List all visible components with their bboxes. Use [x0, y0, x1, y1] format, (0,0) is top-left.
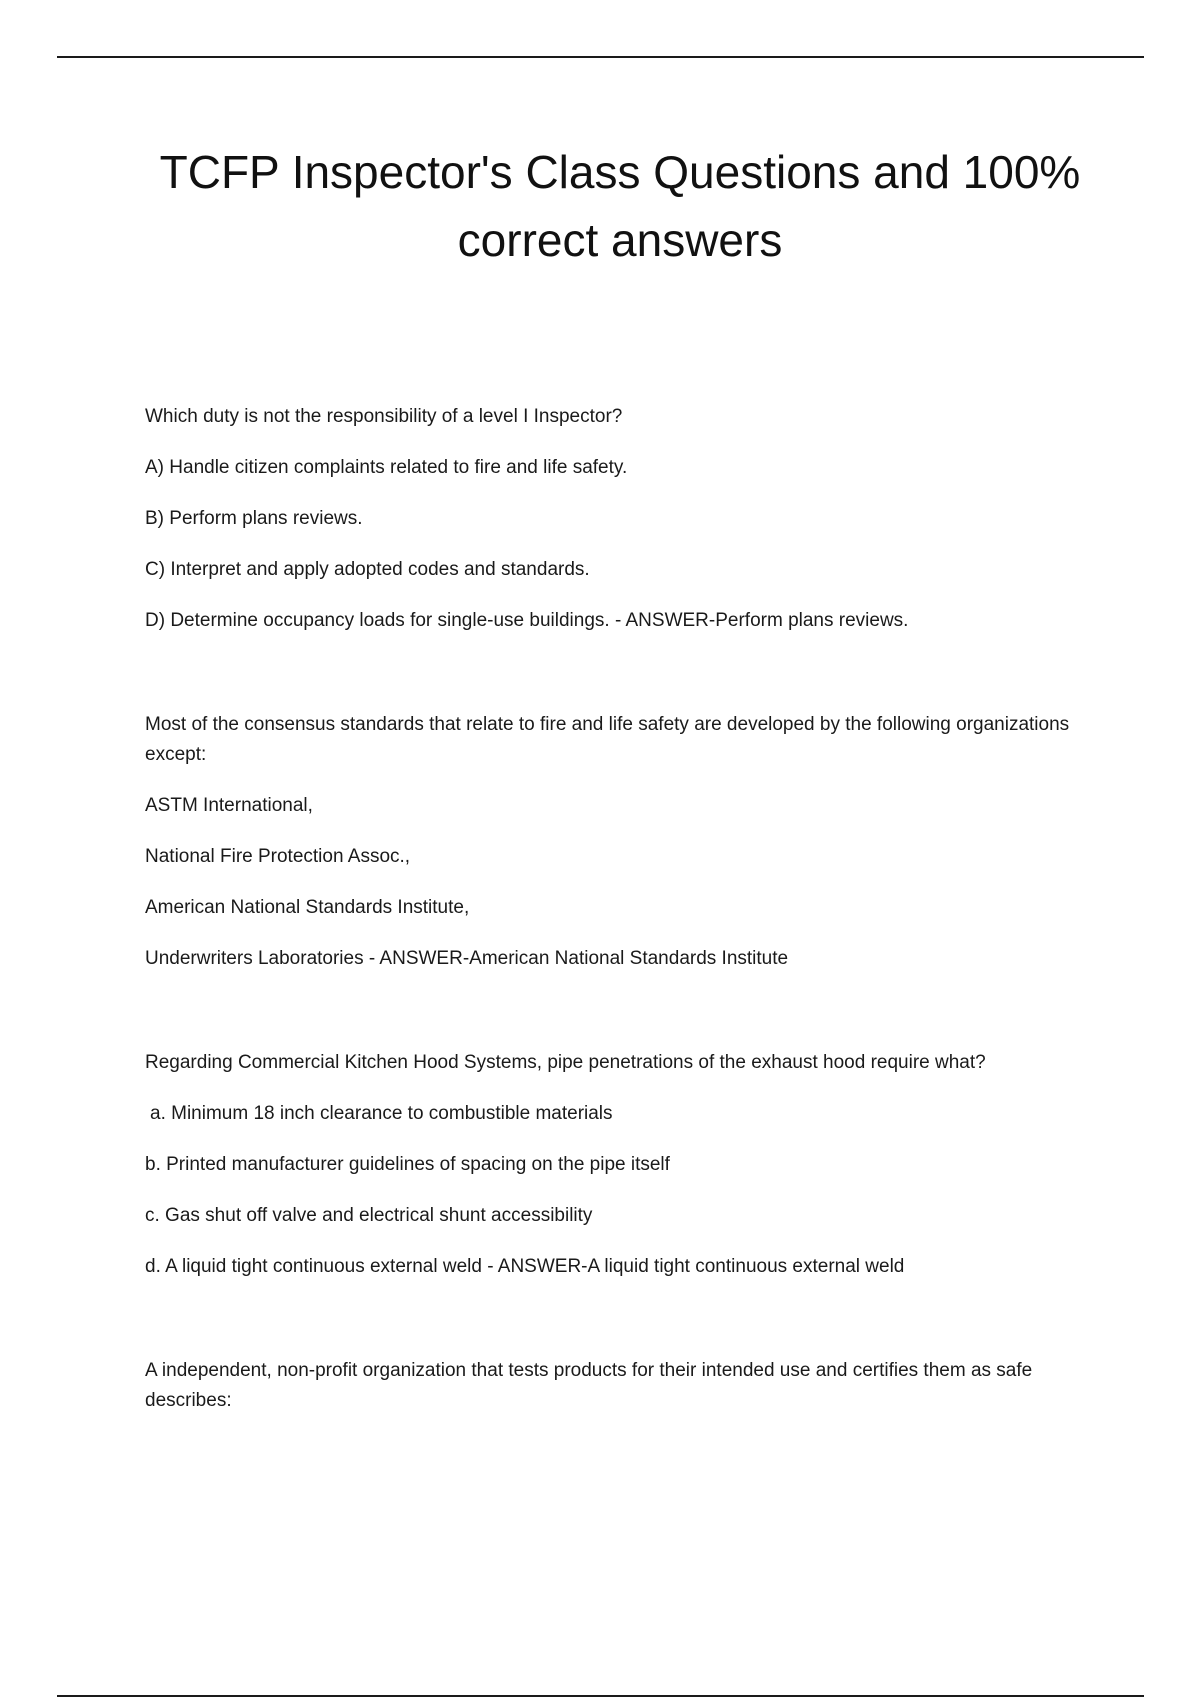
answer-option-2: National Fire Protection Assoc., — [145, 846, 411, 867]
answer-option-4: Underwriters Laboratories - ANSWER-American National Standards Institute — [145, 948, 789, 969]
question-block-2 — [145, 710, 1080, 974]
answer-option-3: American National Standards Institute, — [145, 897, 470, 918]
answer-option-a: A) Handle citizen complaints related to fire and life safety. — [145, 457, 628, 478]
answer-option-1: ASTM International, — [145, 795, 313, 816]
answer-option-a: a. Minimum 18 inch clearance to combustible materials — [150, 1103, 613, 1124]
answer-option-c: c. Gas shut off valve and electrical shunt accessibility — [145, 1205, 593, 1226]
answer-option-d: d. A liquid tight continuous external weld - ANSWER-A liquid tight continuous external weld — [145, 1256, 905, 1277]
answer-option-c: C) Interpret and apply adopted codes and standards. — [145, 559, 590, 580]
answer-option-b: B) Perform plans reviews. — [145, 508, 363, 529]
question-block-3 — [145, 1048, 1080, 1282]
answer-option-b: b. Printed manufacturer guidelines of spacing on the pipe itself — [145, 1154, 670, 1175]
question-text: Most of the consensus standards that relate to fire and life safety are developed by the following organizations except: — [145, 714, 1070, 765]
document-title: TCFP Inspector's Class Questions and 100% correct answers — [159, 146, 1081, 266]
question-text: Which duty is not the responsibility of a level I Inspector? — [145, 406, 623, 427]
question-block-4 — [145, 1356, 1080, 1416]
question-text: A independent, non-profit organization that tests products for their intended use and certifies them as safe describes: — [145, 1360, 1033, 1411]
bottom-rule — [57, 1695, 1144, 1697]
top-rule — [57, 56, 1144, 58]
question-block-1 — [145, 402, 1080, 636]
question-text: Regarding Commercial Kitchen Hood Systems, pipe penetrations of the exhaust hood require what? — [145, 1052, 986, 1073]
answer-option-d: D) Determine occupancy loads for single-use buildings. - ANSWER-Perform plans reviews. — [145, 610, 909, 631]
question-list — [145, 402, 1080, 1416]
